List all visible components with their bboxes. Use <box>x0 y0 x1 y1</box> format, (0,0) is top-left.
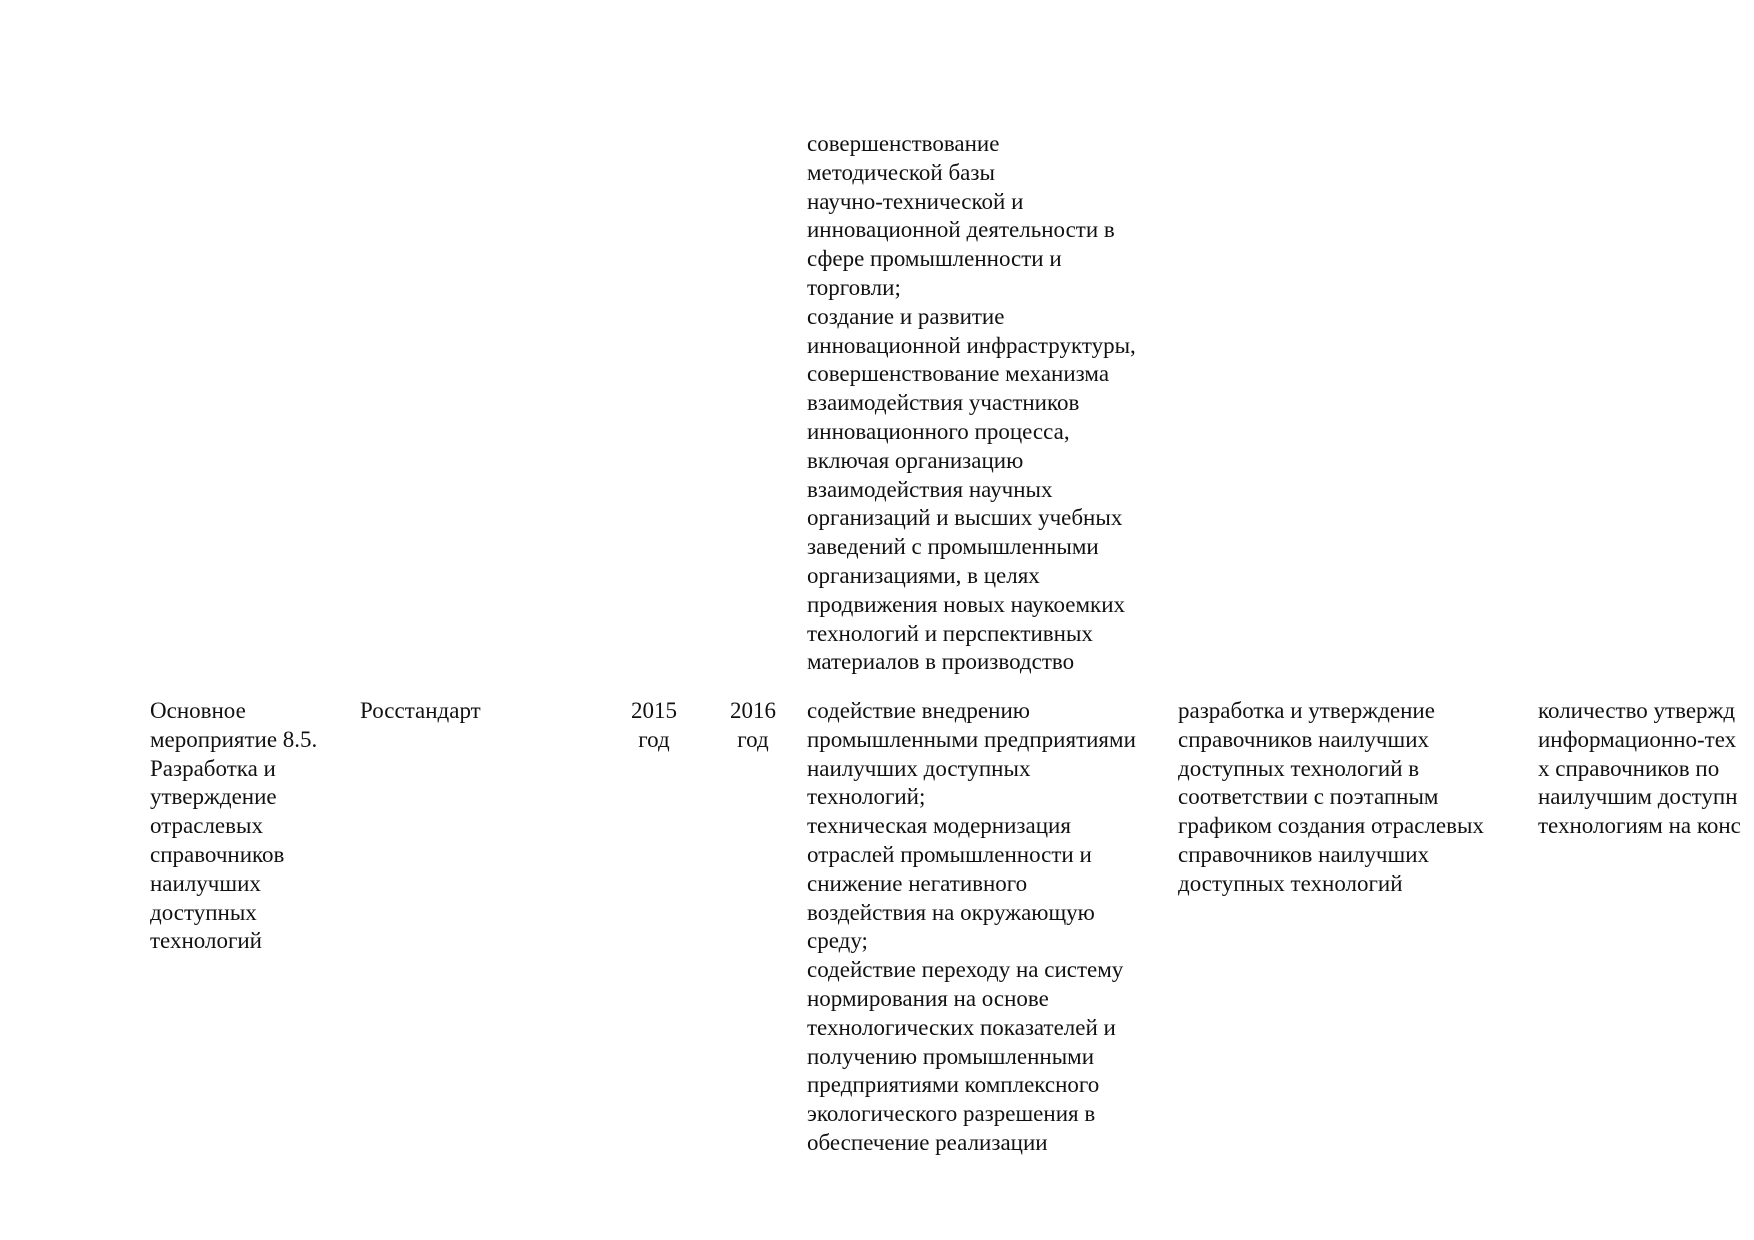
text-line: экологического разрешения в <box>807 1101 1096 1127</box>
text-line: среду; <box>807 928 868 954</box>
text-line: заведений с промышленными <box>807 534 1099 560</box>
start-year-cell <box>622 697 686 755</box>
text-line: отраслей промышленности и <box>807 841 1092 867</box>
text-line: совершенствование механизма <box>807 361 1110 387</box>
text-line: наилучших <box>150 870 261 896</box>
text-line: предприятиями комплексного <box>807 1072 1100 1098</box>
activity-name-cell <box>150 697 317 956</box>
text-line: техническая модернизация <box>807 813 1071 839</box>
text-line: разработка и утверждение <box>1178 698 1435 723</box>
text-line: х справочников по <box>1538 755 1720 781</box>
text-line: воздействия на окружающую <box>807 899 1095 925</box>
text-line: год <box>638 726 670 752</box>
text-line: год <box>737 726 769 752</box>
text-line: взаимодействия участников <box>807 390 1080 416</box>
text-line: продвижения новых наукоемких <box>807 591 1126 617</box>
text-line: доступных технологий в <box>1178 755 1420 781</box>
text-line: 2016 <box>730 698 776 723</box>
text-line: 2015 <box>631 698 677 723</box>
text-line: совершенствование <box>807 131 1000 156</box>
executor-cell <box>360 697 481 726</box>
text-line: технологий; <box>807 784 926 810</box>
text-line: Основное <box>150 698 246 723</box>
text-line: организаций и высших учебных <box>807 505 1123 531</box>
text-line: инновационного процесса, <box>807 418 1070 444</box>
text-line: взаимодействия научных <box>807 476 1053 502</box>
measures-cell <box>1178 697 1484 899</box>
executor-text: Росстандарт <box>360 698 481 723</box>
text-line: технологиям на конс <box>1538 813 1741 839</box>
text-line: обеспечение реализации <box>807 1129 1048 1155</box>
text-line: справочников <box>150 841 285 867</box>
text-line: отраслевых <box>150 813 263 839</box>
text-line: создание и развитие <box>807 303 1005 329</box>
text-line: методической базы <box>807 159 995 185</box>
text-line: научно-технической и <box>807 188 1024 214</box>
text-line: технологических показателей и <box>807 1014 1116 1040</box>
text-line: организациями, в целях <box>807 562 1040 588</box>
text-line: графиком создания отраслевых <box>1178 813 1484 839</box>
text-line: снижение негативного <box>807 870 1028 896</box>
text-line: справочников наилучших <box>1178 726 1430 752</box>
text-line: утверждение <box>150 784 277 810</box>
indicator-cell <box>1538 697 1741 841</box>
text-line: информационно-тех <box>1538 726 1737 752</box>
text-line: мероприятие 8.5. <box>150 726 318 752</box>
text-line: содействие внедрению <box>807 698 1030 723</box>
text-line: торговли; <box>807 274 901 300</box>
text-line: промышленными предприятиями <box>807 726 1136 752</box>
text-line: наилучшим доступн <box>1538 784 1738 810</box>
text-line: технологий и перспективных <box>807 620 1093 646</box>
expected-results-cell <box>807 697 1136 1158</box>
text-line: соответствии с поэтапным <box>1178 784 1439 810</box>
text-line: получению промышленными <box>807 1043 1095 1069</box>
text-line: инновационной деятельности в <box>807 217 1115 243</box>
text-line: технологий <box>150 928 262 954</box>
text-line: доступных технологий <box>1178 870 1403 896</box>
text-line: нормирования на основе <box>807 985 1049 1011</box>
continuation-results-cell <box>807 130 1136 677</box>
text-line: Разработка и <box>150 755 276 781</box>
text-line: наилучших доступных <box>807 755 1031 781</box>
text-line: доступных <box>150 899 257 925</box>
text-line: материалов в производство <box>807 649 1075 675</box>
text-line: сфере промышленности и <box>807 246 1062 272</box>
text-line: инновационной инфраструктуры, <box>807 332 1136 358</box>
end-year-cell <box>721 697 785 755</box>
text-line: содействие переходу на систему <box>807 957 1124 983</box>
text-line: справочников наилучших <box>1178 841 1430 867</box>
text-line: включая организацию <box>807 447 1024 473</box>
text-line: количество утвержд <box>1538 698 1736 723</box>
